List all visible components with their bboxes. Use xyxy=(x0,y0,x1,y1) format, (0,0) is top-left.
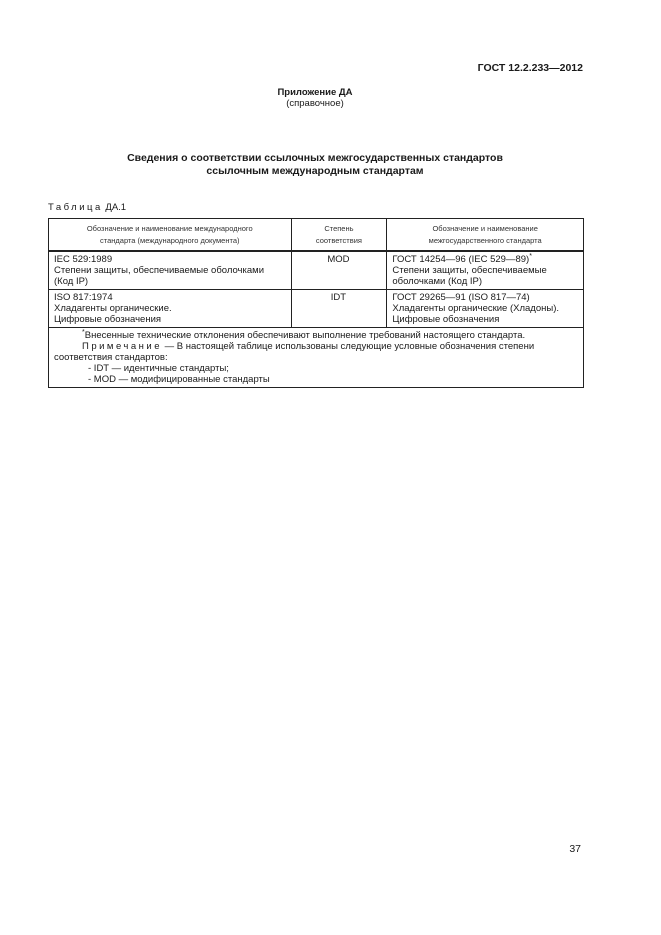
gost-standard-code: ГОСТ 14254—96 (IEC 529—89) xyxy=(392,254,530,265)
document-code: ГОСТ 12.2.233—2012 xyxy=(477,62,583,74)
footnote-text: Внесенные технические отклонения обеспечивают выполнение требований настоящего стандарта. xyxy=(84,330,526,341)
degree-cell: IDT xyxy=(291,290,387,328)
table-row xyxy=(49,251,584,290)
degree-cell: MOD xyxy=(291,251,387,290)
appendix-header xyxy=(0,87,630,109)
appendix-subtitle: (справочное) xyxy=(286,98,344,109)
column-header-intl-line-2: стандарта (международного документа) xyxy=(99,236,240,245)
intl-standard-cell xyxy=(49,251,292,290)
intl-standard-code: ISO 817:1974 xyxy=(54,292,113,303)
note-line xyxy=(54,341,577,352)
column-header-degree xyxy=(291,219,387,252)
intl-standard-title-cont: Цифровые обозначения xyxy=(54,314,162,325)
column-header-gost-line-2: межгосударственного стандарта xyxy=(428,236,542,245)
heading-line-1: Сведения о соответствии ссылочных межгосударственных стандартов xyxy=(127,152,503,164)
note-list-item-idt: - IDT — идентичные стандарты; xyxy=(88,363,229,374)
column-header-gost-line-1: Обозначение и наименование xyxy=(432,224,538,233)
gost-standard-cell xyxy=(387,290,584,328)
page-number: 37 xyxy=(569,843,581,855)
note-text: — В настоящей таблице использованы следующие условные обозначения степени xyxy=(164,341,535,352)
intl-standard-code: IEC 529:1989 xyxy=(54,254,113,265)
footnote-marker: * xyxy=(529,253,532,260)
column-header-intl-line-1: Обозначение и наименование международного xyxy=(86,224,253,233)
note-text-cont: соответствия стандартов: xyxy=(54,352,168,363)
column-header-gost-standard xyxy=(387,219,584,252)
column-header-degree-line-1: Степень xyxy=(324,224,354,233)
appendix-title: Приложение ДА xyxy=(277,87,353,98)
intl-standard-cell xyxy=(49,290,292,328)
gost-standard-cell xyxy=(387,251,584,290)
column-header-degree-line-2: соответствия xyxy=(315,236,362,245)
column-header-intl-standard xyxy=(49,219,292,252)
intl-standard-title: Хладагенты органические. xyxy=(54,303,172,314)
intl-standard-title: Степени защиты, обеспечиваемые оболочками xyxy=(54,265,264,276)
note-list-item-mod: - MOD — модифицированные стандарты xyxy=(88,374,270,385)
gost-standard-code-line xyxy=(392,254,577,265)
gost-standard-title: Хладагенты органические (Хладоны). xyxy=(392,303,560,314)
gost-standard-title-cont: Цифровые обозначения xyxy=(392,314,500,325)
gost-standard-title: Степени защиты, обеспечиваемые xyxy=(392,265,547,276)
gost-standard-code: ГОСТ 29265—91 (ISO 817—74) xyxy=(392,292,530,303)
footnote-text-line xyxy=(54,330,577,341)
heading-line-2: ссылочным международным стандартам xyxy=(206,165,424,177)
note-label: Примечание xyxy=(82,341,162,352)
correspondence-table xyxy=(48,218,584,388)
table-caption-id: ДА.1 xyxy=(105,202,127,213)
table-header-row xyxy=(49,219,584,252)
table-caption xyxy=(48,202,126,213)
footnote-mark: * xyxy=(82,329,85,336)
table-row xyxy=(49,290,584,328)
footnote-cell xyxy=(49,328,584,388)
intl-standard-title-cont: (Код IP) xyxy=(54,276,89,287)
gost-standard-title-cont: оболочками (Код IP) xyxy=(392,276,483,287)
table-footnote-row xyxy=(49,328,584,388)
table-caption-prefix: Таблица xyxy=(48,202,103,213)
section-heading xyxy=(0,152,630,178)
